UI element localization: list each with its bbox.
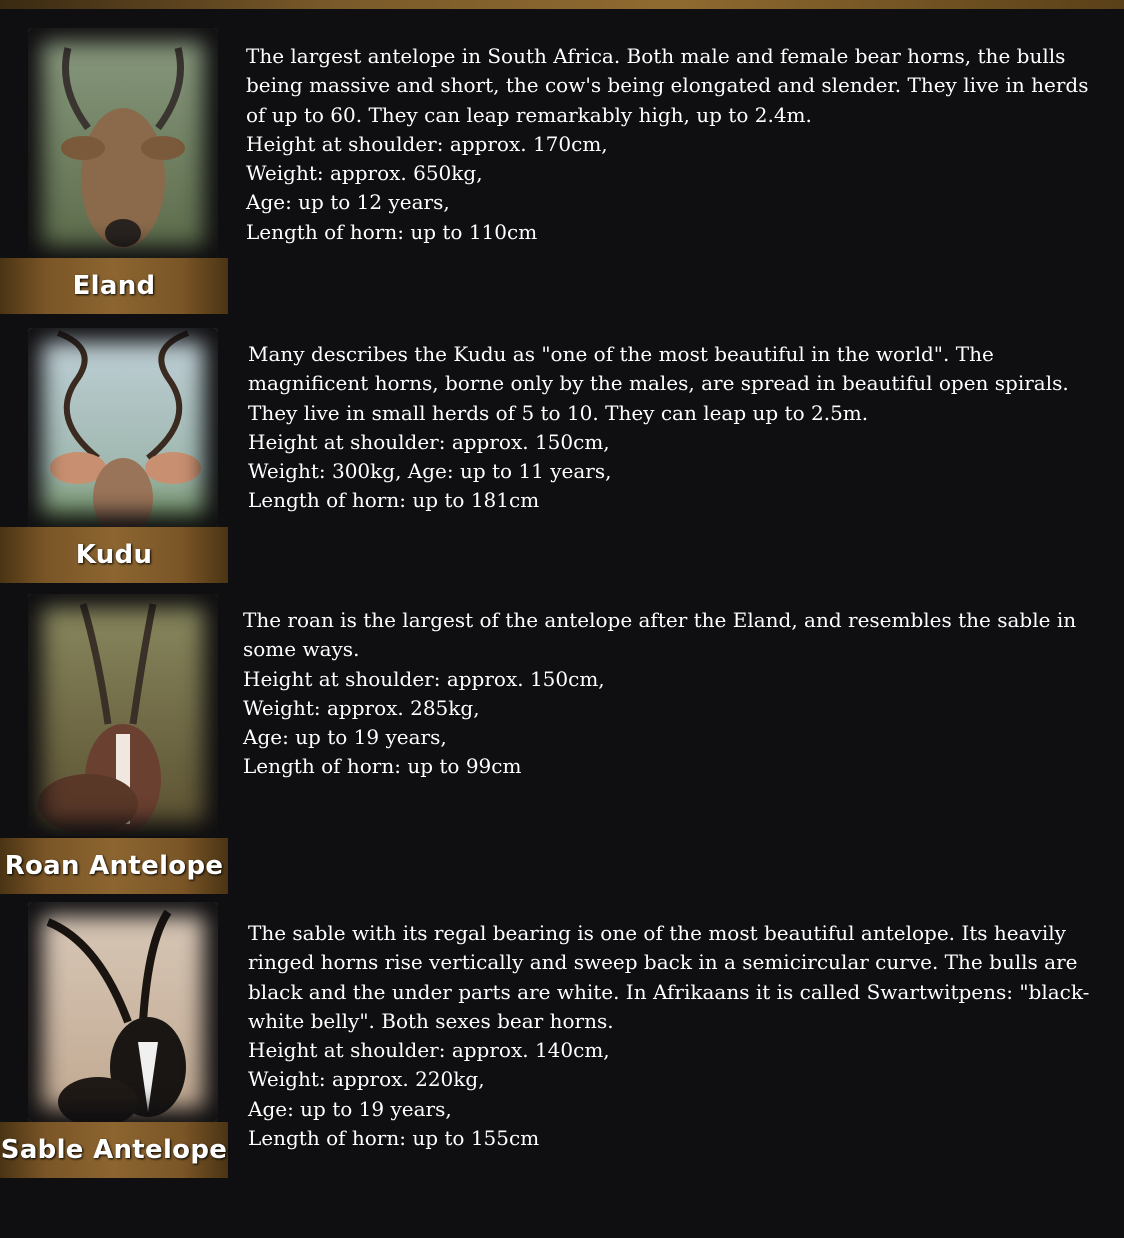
eland-weight: Weight: approx. 650kg, bbox=[246, 161, 483, 186]
animal-name-roan-antelope: Roan Antelope bbox=[0, 838, 228, 894]
eland-summary: The largest antelope in South Africa. Both male and female bear horns, the bulls being massive and short, the cow's being elongated and slender. They live in herds of up to 60. They can leap remarkably high, up to 2.4m. bbox=[246, 44, 1089, 127]
roan-height: Height at shoulder: approx. 150cm, bbox=[243, 666, 605, 691]
sable-horn-length: Length of horn: up to 155cm bbox=[248, 1126, 540, 1151]
sable-weight: Weight: approx. 220kg, bbox=[248, 1067, 485, 1092]
eland-description bbox=[246, 42, 1112, 247]
eland-age: Age: up to 12 years, bbox=[246, 190, 450, 215]
sable-height: Height at shoulder: approx. 140cm, bbox=[248, 1038, 610, 1063]
roan-antelope-photo bbox=[28, 594, 218, 836]
eland-photo bbox=[28, 28, 218, 260]
animal-name-sable-antelope: Sable Antelope bbox=[0, 1122, 228, 1178]
sable-summary: The sable with its regal bearing is one of the most beautiful antelope. Its heavily ringed horns rise vertically and sweep back in a semicircular curve. The bulls are black and the under parts are white. In Afrikaans it is called Swartwitpens: "black-white belly". Both sexes bear horns. bbox=[248, 921, 1090, 1033]
kudu-description bbox=[248, 340, 1114, 516]
roan-antelope-description bbox=[243, 606, 1109, 782]
top-accent-bar bbox=[0, 0, 1124, 9]
eland-horn-length: Length of horn: up to 110cm bbox=[246, 219, 538, 244]
sable-age: Age: up to 19 years, bbox=[248, 1096, 452, 1121]
eland-height: Height at shoulder: approx. 170cm, bbox=[246, 131, 608, 156]
kudu-summary: Many describes the Kudu as "one of the most beautiful in the world". The magnificent horns, borne only by the males, are spread in beautiful open spirals. They live in small herds of 5 to 10. They can leap up to 2.5m. bbox=[248, 342, 1069, 425]
kudu-horn-length: Length of horn: up to 181cm bbox=[248, 488, 540, 513]
roan-summary: The roan is the largest of the antelope after the Eland, and resembles the sable in some ways. bbox=[243, 608, 1077, 662]
roan-weight: Weight: approx. 285kg, bbox=[243, 695, 480, 720]
animal-name-eland: Eland bbox=[0, 258, 228, 314]
roan-age: Age: up to 19 years, bbox=[243, 725, 447, 750]
sable-antelope-photo bbox=[28, 902, 218, 1122]
animal-name-kudu: Kudu bbox=[0, 527, 228, 583]
kudu-weight-age: Weight: 300kg, Age: up to 11 years, bbox=[248, 459, 612, 484]
roan-horn-length: Length of horn: up to 99cm bbox=[243, 754, 522, 779]
kudu-height: Height at shoulder: approx. 150cm, bbox=[248, 429, 610, 454]
kudu-photo bbox=[28, 328, 218, 528]
sable-antelope-description bbox=[248, 919, 1114, 1153]
